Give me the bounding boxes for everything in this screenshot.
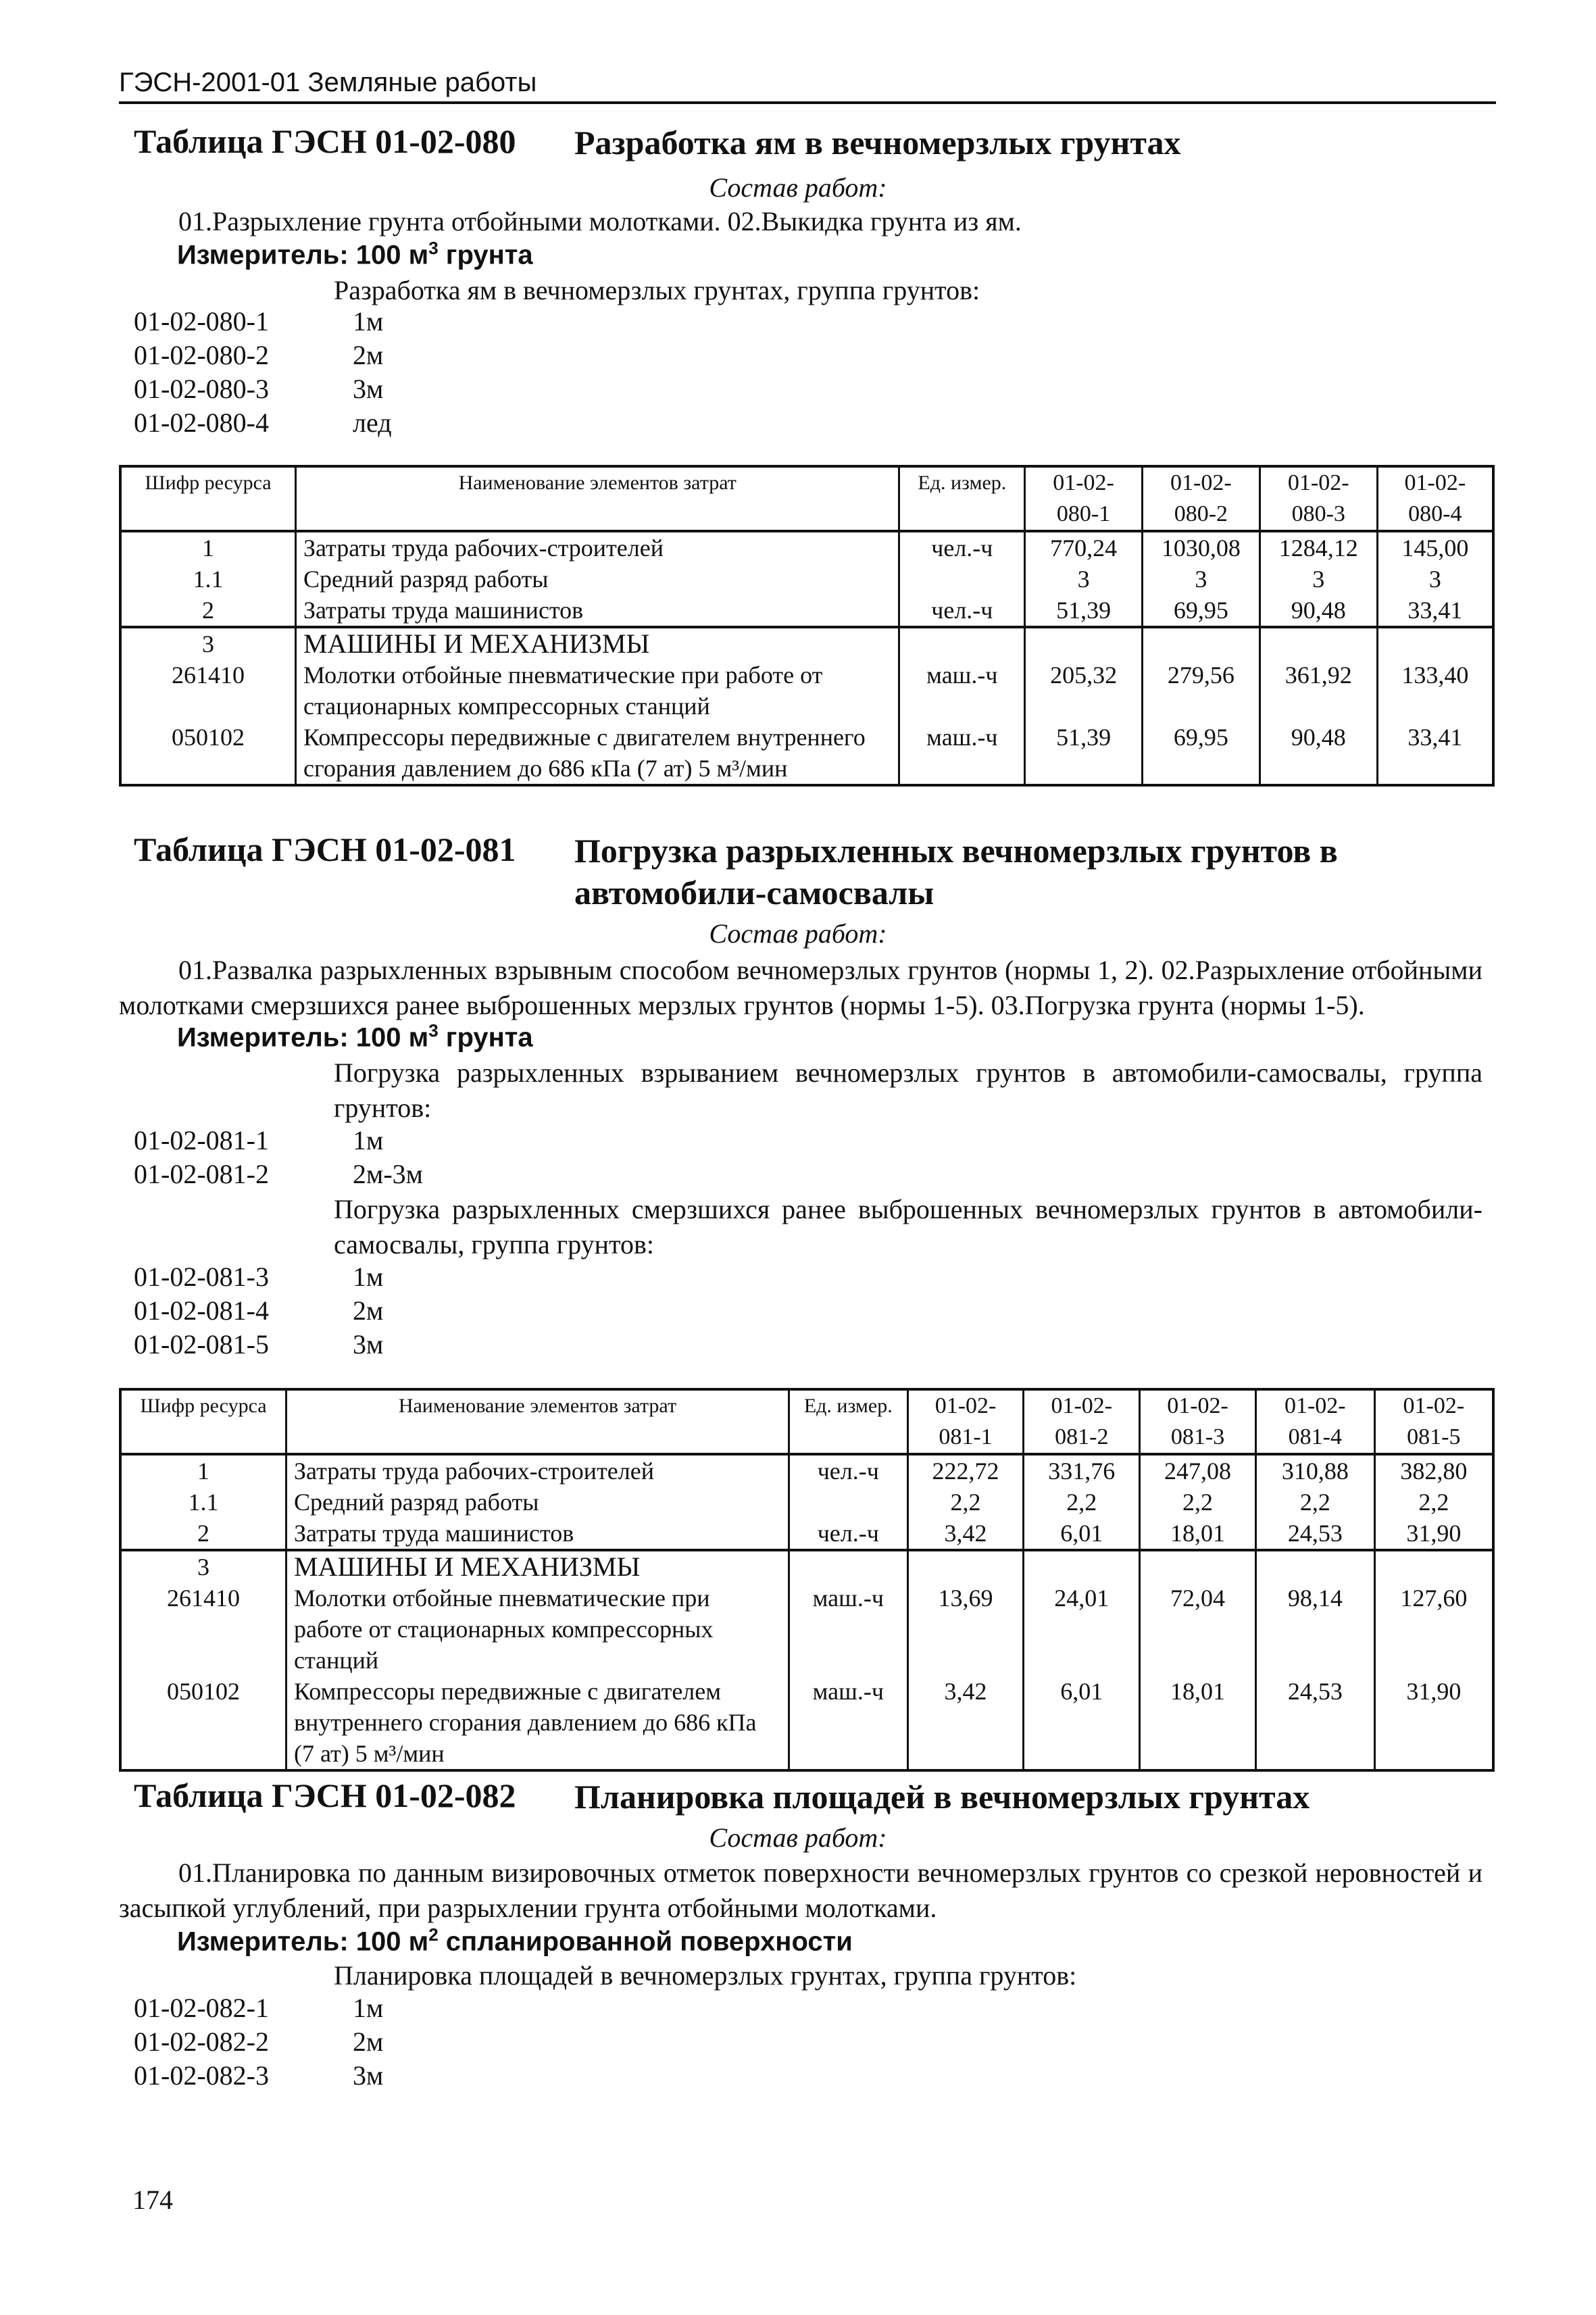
cell-name: Средний разряд работы (286, 1487, 789, 1518)
group-intro: Погрузка разрыхленных смерзшихся ранее выброшенных вечномерзлых грунтов в автомобили-самосвалы, группа грунтов: (334, 1194, 1482, 1260)
work-composition-text: 01.Разрыхление грунта отбойными молотками. 02.Выкидка грунта из ям. (178, 206, 1022, 237)
cell-unit (899, 627, 1025, 659)
norm-code: 01-02-082-2 (134, 2026, 269, 2057)
measurer: Измеритель: 100 $м^3$ грунта (177, 238, 533, 270)
cell-name: Затраты труда рабочих-строителей (286, 1454, 789, 1487)
work-composition-text: 01.Развалка разрыхленных взрывным способом вечномерзлых грунтов (нормы 1, 2). 02.Разрыхление отбойными молотками смерзшихся ранее выброшенных мерзлых грунтов (нормы 1-5). 03.Погрузка грунта (нормы 1-5). (119, 955, 1482, 1020)
table-name: Разработка ям в вечномерзлых грунтах (574, 124, 1181, 161)
cell-value: 24,01 (1024, 1583, 1140, 1676)
norm-code: 01-02-081-3 (134, 1262, 269, 1292)
cell-value: 18,01 (1140, 1676, 1256, 1770)
cell-cipher: 1 (120, 531, 295, 564)
table-header-row (120, 466, 1493, 531)
cell-value: 222,72 (907, 1454, 1024, 1487)
header-unit: Ед. измер. (789, 1389, 907, 1454)
cell-value: 18,01 (1140, 1518, 1256, 1550)
cell-unit: маш.-ч (789, 1583, 907, 1676)
cell-value: 770,24 (1025, 531, 1143, 564)
header-norm-code: 01-02- 081-2 (1024, 1389, 1140, 1454)
cell-unit: маш.-ч (899, 659, 1025, 722)
cell-unit: маш.-ч (899, 722, 1025, 785)
cell-value: 3,42 (907, 1518, 1024, 1550)
cell-value: 69,95 (1142, 722, 1260, 785)
cell-name: Компрессоры передвижные с двигателем внутреннего сгорания давлением до 686 кПа (7 ат) 5 м³/мин (295, 722, 899, 785)
cell-value (1025, 627, 1143, 659)
work-composition-text: 01.Планировка по данным визировочных отметок поверхности вечномерзлых грунтов со срезкой неровностей и засыпкой углублений, при разрыхлении грунта отбойными молотками. (119, 1858, 1482, 1923)
cell-value: 2,2 (1374, 1487, 1493, 1518)
cell-value: 361,92 (1260, 659, 1377, 722)
cell-cipher: 2 (120, 595, 295, 627)
cell-cipher: 1.1 (120, 1487, 286, 1518)
cell-value: 279,56 (1142, 659, 1260, 722)
norm-code: 01-02-080-2 (134, 340, 269, 370)
cell-value: 2,2 (907, 1487, 1024, 1518)
cell-name: Компрессоры передвижные с двигателем внутреннего сгорания давлением до 686 кПа (7 ат) 5 м³/мин (286, 1676, 789, 1770)
norm-code: 01-02-081-4 (134, 1295, 269, 1326)
cell-name: МАШИНЫ И МЕХАНИЗМЫ (286, 1550, 789, 1583)
work-composition-label: Состав работ: (709, 918, 887, 949)
cell-unit (899, 564, 1025, 595)
table-row (120, 564, 1493, 595)
table-row (120, 1583, 1493, 1676)
cell-unit: чел.-ч (899, 595, 1025, 627)
norm-code: 01-02-082-3 (134, 2060, 269, 2091)
cell-value: 3 (1025, 564, 1143, 595)
table-header-row (120, 1389, 1493, 1454)
soil-group: 1м (353, 1993, 384, 2023)
group-intro: Погрузка разрыхленных взрыванием вечномерзлых грунтов в автомобили-самосвалы, группа грунтов: (334, 1057, 1482, 1123)
cell-name: Молотки отбойные пневматические при работе от стационарных компрессорных станций (286, 1583, 789, 1676)
measurer: Измеритель: 100 $м^2$ спланированной поверхности (177, 1924, 853, 1957)
cell-value: 2,2 (1140, 1487, 1256, 1518)
header-cipher: Шифр ресурса (120, 466, 295, 531)
cell-value: 90,48 (1260, 722, 1377, 785)
cell-value: 51,39 (1025, 595, 1143, 627)
cell-name: Молотки отбойные пневматические при работе от стационарных компрессорных станций (295, 659, 899, 722)
cell-value: 3 (1142, 564, 1260, 595)
header-norm-code: 01-02- 080-3 (1260, 466, 1377, 531)
cell-unit: чел.-ч (899, 531, 1025, 564)
table-row (120, 1454, 1493, 1487)
cell-value: 2,2 (1024, 1487, 1140, 1518)
header-norm-code: 01-02- 080-2 (1142, 466, 1260, 531)
table-row (120, 1518, 1493, 1550)
cell-value: 382,80 (1374, 1454, 1493, 1487)
soil-group: 3м (353, 2060, 384, 2091)
soil-group: 2м (353, 340, 384, 370)
cell-value: 33,41 (1377, 722, 1493, 785)
norm-code: 01-02-080-3 (134, 374, 269, 404)
table-row (120, 627, 1493, 659)
header-unit: Ед. измер. (899, 466, 1025, 531)
soil-group: 2м (353, 1295, 384, 1326)
cell-value: 98,14 (1255, 1583, 1374, 1676)
page-number: 174 (132, 2185, 173, 2215)
table-title: Таблица ГЭСН 01-02-082 (134, 1776, 516, 1814)
cell-name: Средний разряд работы (295, 564, 899, 595)
cell-value: 72,04 (1140, 1583, 1256, 1676)
measurer: Измеритель: 100 $м^3$ грунта (177, 1020, 533, 1053)
norm-code: 01-02-081-1 (134, 1125, 269, 1155)
running-header: ГЭСН-2001-01 Земляные работы (119, 68, 537, 97)
table-name: Планировка площадей в вечномерзлых грунтах (574, 1778, 1310, 1816)
cell-value: 145,00 (1377, 531, 1493, 564)
cell-value: 3 (1260, 564, 1377, 595)
soil-group: 3м (353, 1329, 384, 1360)
cell-cipher: 1.1 (120, 564, 295, 595)
header-norm-code: 01-02- 081-5 (1374, 1389, 1493, 1454)
cell-unit: чел.-ч (789, 1518, 907, 1550)
cell-value: 13,69 (907, 1583, 1024, 1676)
norm-code: 01-02-080-1 (134, 306, 269, 337)
header-norm-code: 01-02- 081-3 (1140, 1389, 1256, 1454)
cell-cipher: 2 (120, 1518, 286, 1550)
cell-value: 90,48 (1260, 595, 1377, 627)
cell-value: 6,01 (1024, 1676, 1140, 1770)
header-name: Наименование элементов затрат (286, 1389, 789, 1454)
cell-value: 31,90 (1374, 1518, 1493, 1550)
cell-value: 31,90 (1374, 1676, 1493, 1770)
resource-table (119, 465, 1495, 787)
cell-value: 24,53 (1255, 1676, 1374, 1770)
cell-unit (789, 1550, 907, 1583)
cell-value: 3 (1377, 564, 1493, 595)
cell-value: 310,88 (1255, 1454, 1374, 1487)
table-title: Таблица ГЭСН 01-02-080 (134, 122, 516, 160)
norm-code: 01-02-081-5 (134, 1329, 269, 1360)
cell-value: 6,01 (1024, 1518, 1140, 1550)
header-norm-code: 01-02- 080-1 (1025, 466, 1143, 531)
cell-cipher: 261410 (120, 1583, 286, 1676)
cell-cipher: 3 (120, 1550, 286, 1583)
cell-value: 127,60 (1374, 1583, 1493, 1676)
cell-value (907, 1550, 1024, 1583)
table-row (120, 1487, 1493, 1518)
work-composition-label: Состав работ: (709, 1822, 887, 1853)
cell-name: Затраты труда рабочих-строителей (295, 531, 899, 564)
table-row (120, 1676, 1493, 1770)
cell-unit (789, 1487, 907, 1518)
cell-name: Затраты труда машинистов (295, 595, 899, 627)
cell-value: 69,95 (1142, 595, 1260, 627)
cell-value: 2,2 (1255, 1487, 1374, 1518)
header-name: Наименование элементов затрат (295, 466, 899, 531)
cell-cipher: 261410 (120, 659, 295, 722)
cell-value (1255, 1550, 1374, 1583)
cell-value: 24,53 (1255, 1518, 1374, 1550)
cell-value (1377, 627, 1493, 659)
table-row (120, 531, 1493, 564)
cell-name: МАШИНЫ И МЕХАНИЗМЫ (295, 627, 899, 659)
cell-cipher: 050102 (120, 722, 295, 785)
work-composition-label: Состав работ: (709, 172, 887, 203)
header-norm-code: 01-02- 081-1 (907, 1389, 1024, 1454)
table-row (120, 1550, 1493, 1583)
soil-group: 2м-3м (353, 1159, 423, 1189)
cell-unit: маш.-ч (789, 1676, 907, 1770)
header-cipher: Шифр ресурса (120, 1389, 286, 1454)
cell-cipher: 3 (120, 627, 295, 659)
cell-value (1142, 627, 1260, 659)
header-rule (119, 101, 1496, 104)
cell-value: 51,39 (1025, 722, 1143, 785)
norm-code: 01-02-082-1 (134, 1993, 269, 2023)
table-name: Погрузка разрыхленных вечномерзлых грунтов в автомобили-самосвалы (574, 832, 1338, 912)
cell-unit: чел.-ч (789, 1454, 907, 1487)
soil-group: 1м (353, 1125, 384, 1155)
soil-group: лед (353, 407, 392, 438)
table-row (120, 722, 1493, 785)
norm-code: 01-02-080-4 (134, 407, 269, 438)
cell-value (1374, 1550, 1493, 1583)
cell-value: 133,40 (1377, 659, 1493, 722)
soil-group: 1м (353, 306, 384, 337)
cell-cipher: 1 (120, 1454, 286, 1487)
cell-value: 1030,08 (1142, 531, 1260, 564)
cell-value: 205,32 (1025, 659, 1143, 722)
norm-code: 01-02-081-2 (134, 1159, 269, 1189)
table-row (120, 659, 1493, 722)
resource-table (119, 1388, 1495, 1772)
group-intro: Разработка ям в вечномерзлых грунтах, группа грунтов: (334, 275, 980, 305)
header-norm-code: 01-02- 080-4 (1377, 466, 1493, 531)
cell-cipher: 050102 (120, 1676, 286, 1770)
table-title: Таблица ГЭСН 01-02-081 (134, 830, 516, 868)
group-intro: Планировка площадей в вечномерзлых грунтах, группа грунтов: (334, 1960, 1077, 1991)
soil-group: 3м (353, 374, 384, 404)
cell-value: 3,42 (907, 1676, 1024, 1770)
cell-value (1260, 627, 1377, 659)
header-norm-code: 01-02- 081-4 (1255, 1389, 1374, 1454)
cell-value: 247,08 (1140, 1454, 1256, 1487)
cell-value: 331,76 (1024, 1454, 1140, 1487)
table-row (120, 595, 1493, 627)
cell-value (1140, 1550, 1256, 1583)
soil-group: 2м (353, 2026, 384, 2057)
cell-value: 1284,12 (1260, 531, 1377, 564)
cell-value: 33,41 (1377, 595, 1493, 627)
cell-value (1024, 1550, 1140, 1583)
soil-group: 1м (353, 1262, 384, 1292)
cell-name: Затраты труда машинистов (286, 1518, 789, 1550)
